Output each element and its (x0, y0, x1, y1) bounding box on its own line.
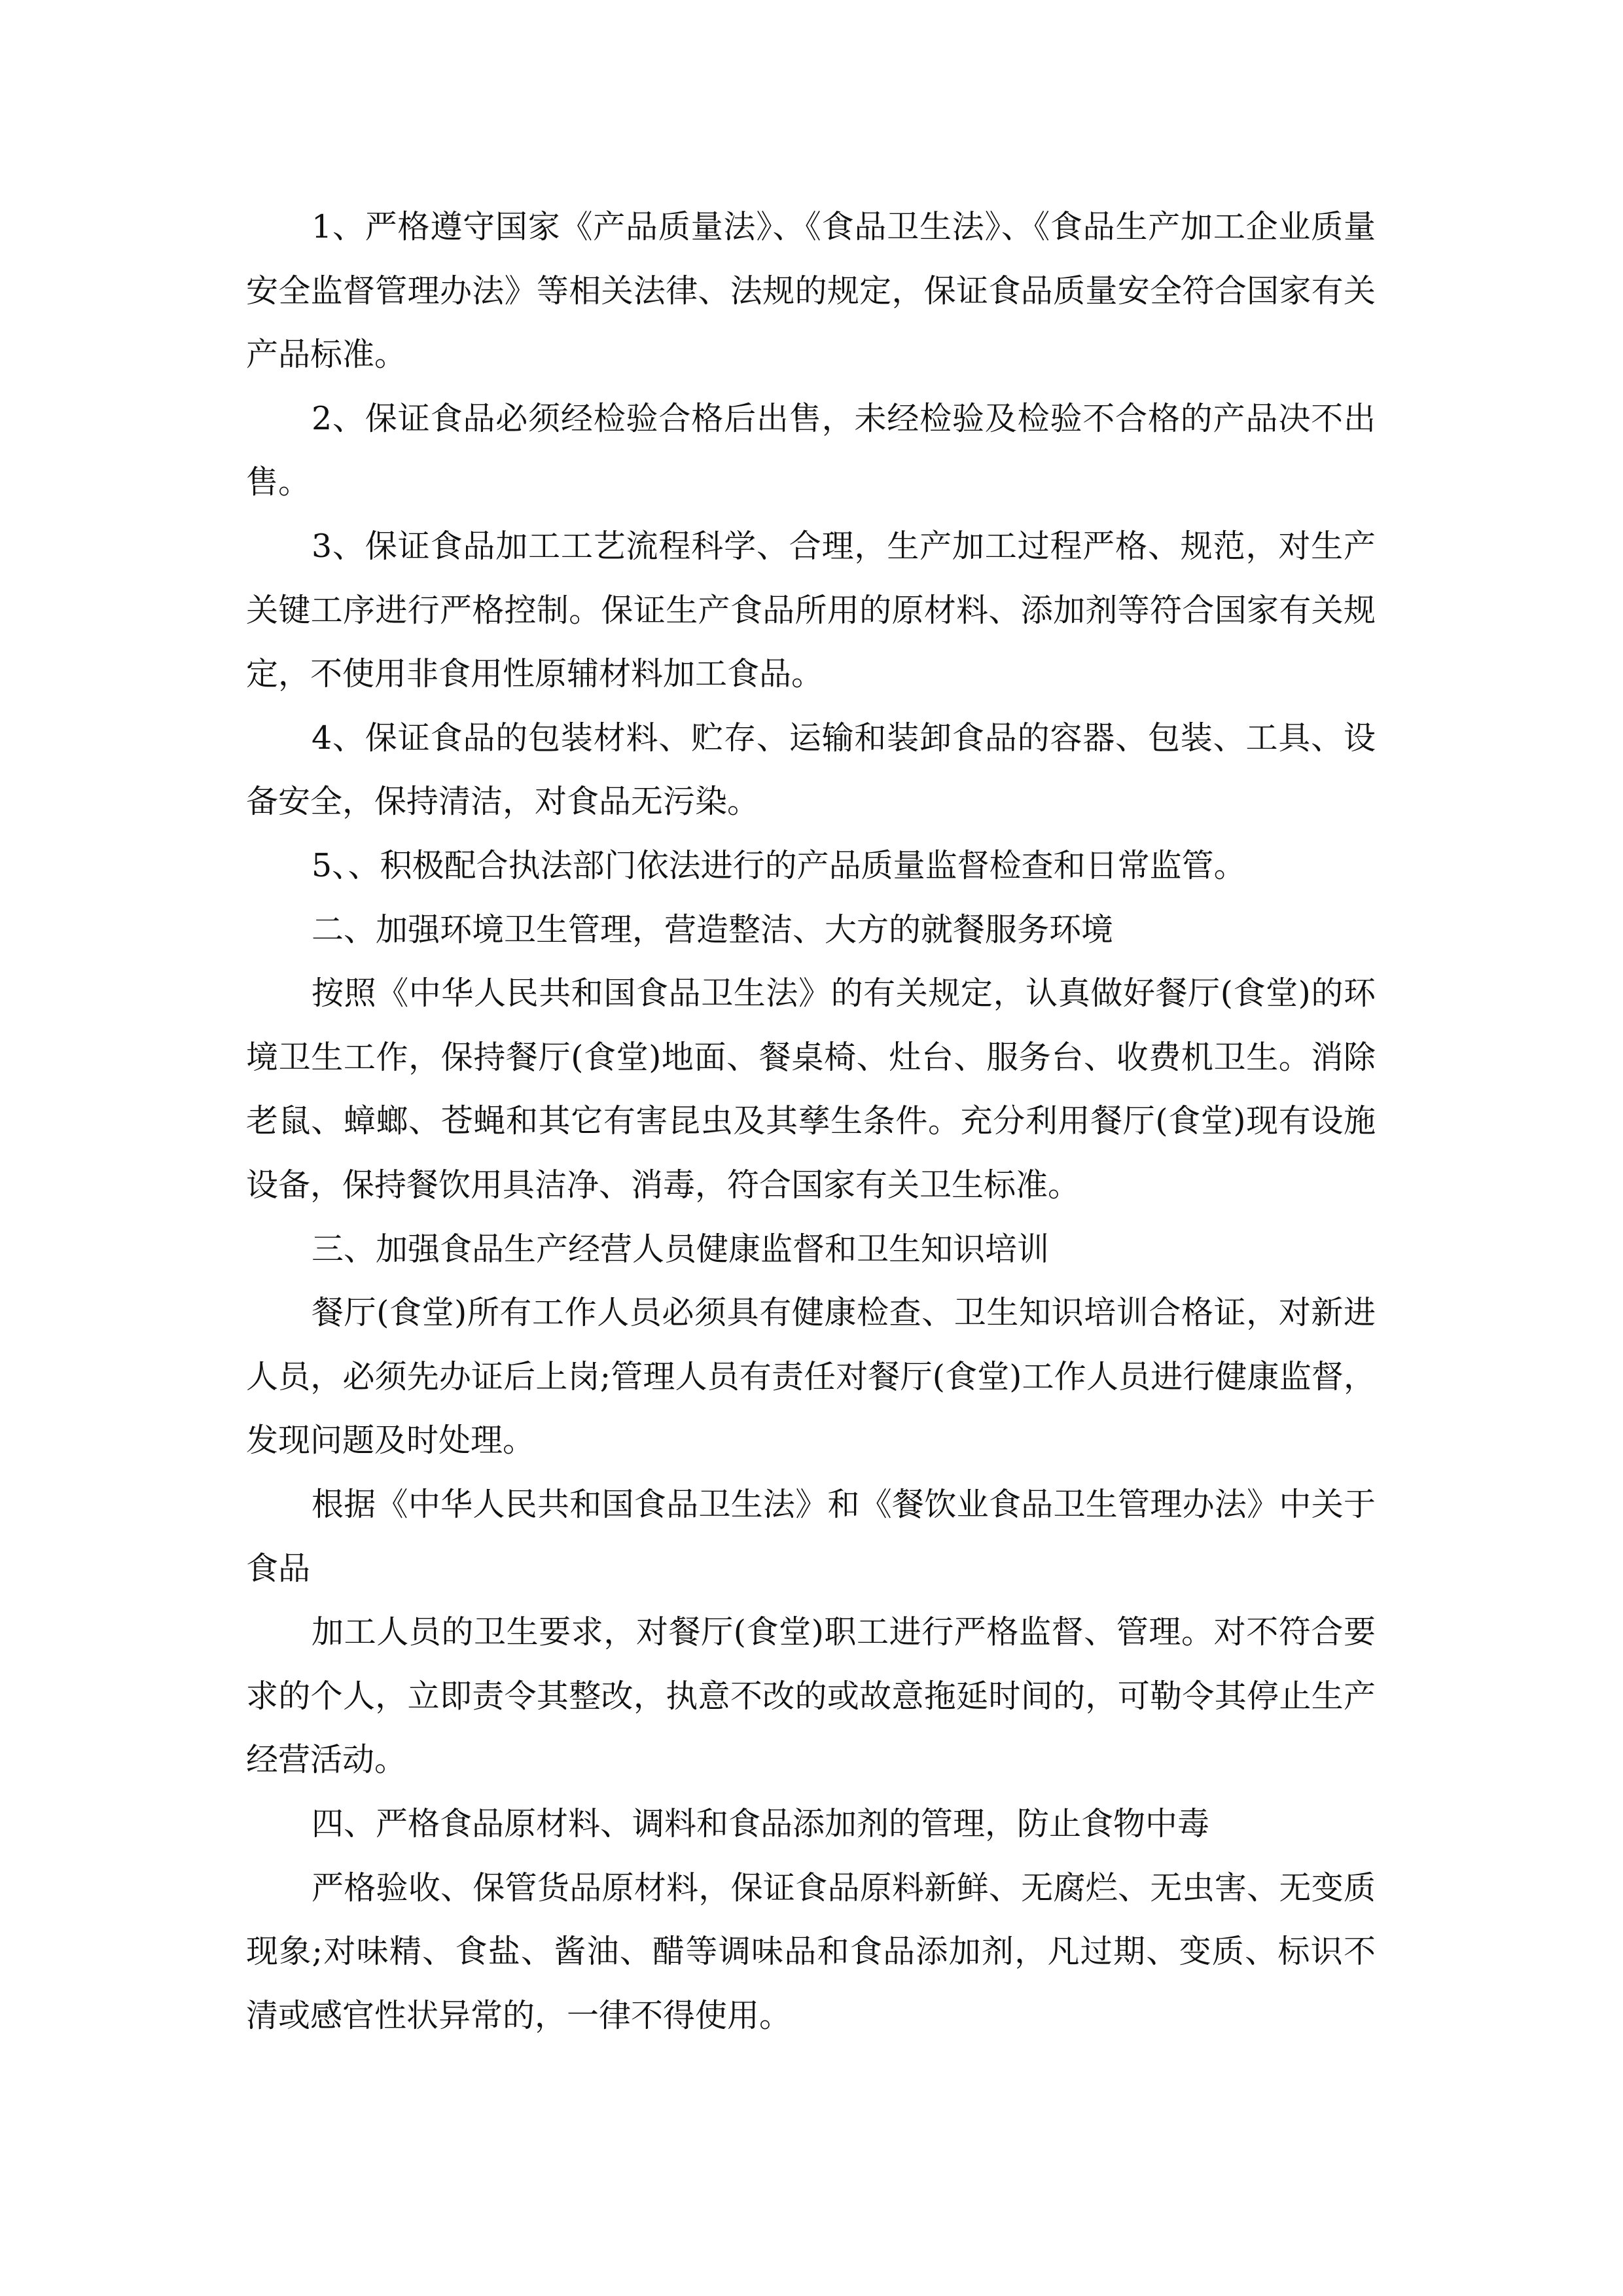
paragraph-2-line: 售。 (246, 463, 311, 501)
paragraph-7-line: 设备，保持餐饮用具洁净、消毒，符合国家有关卫生标准。 (246, 1166, 1080, 1204)
paragraph-11-line: 求的个人，立即责令其整改，执意不改的或故意拖延时间的，可勒令其停止生产 (246, 1677, 1376, 1715)
paragraph-8-line: 三、加强食品生产经营人员健康监督和卫生知识培训 (312, 1230, 1050, 1268)
paragraph-2-line: 2、保证食品必须经检验合格后出售，未经检验及检验不合格的产品决不出 (312, 400, 1376, 437)
paragraph-1-line: 安全监督管理办法》等相关法律、法规的规定，保证食品质量安全符合国家有关 (246, 272, 1376, 310)
paragraph-9-line: 发现问题及时处理。 (246, 1422, 535, 1459)
paragraph-12-line: 四、严格食品原材料、调料和食品添加剂的管理，防止食物中毒 (312, 1805, 1210, 1842)
paragraph-7-line: 按照《中华人民共和国食品卫生法》的有关规定，认真做好餐厅(食堂)的环 (312, 975, 1376, 1012)
paragraph-4-line: 4、保证食品的包装材料、贮存、运输和装卸食品的容器、包装、工具、设 (312, 719, 1376, 757)
paragraph-1-line: 产品标准。 (246, 336, 407, 373)
paragraph-7-line: 境卫生工作，保持餐厅(食堂)地面、餐桌椅、灶台、服务台、收费机卫生。消除 (246, 1039, 1376, 1076)
paragraph-1-line: 1、严格遵守国家《产品质量法》、《食品卫生法》、《食品生产加工企业质量 (312, 208, 1376, 245)
paragraph-9-line: 人员，必须先办证后上岗;管理人员有责任对餐厅(食堂)工作人员进行健康监督， (246, 1358, 1376, 1395)
paragraph-11-line: 经营活动。 (246, 1741, 407, 1778)
paragraph-11-line: 加工人员的卫生要求，对餐厅(食堂)职工进行严格监督、管理。对不符合要 (312, 1613, 1376, 1651)
paragraph-3-line: 定，不使用非食用性原辅材料加工食品。 (246, 655, 824, 692)
paragraph-13-line: 严格验收、保管货品原材料，保证食品原料新鲜、无腐烂、无虫害、无变质 (312, 1869, 1376, 1907)
paragraph-3-line: 关键工序进行严格控制。保证生产食品所用的原材料、添加剂等符合国家有关规 (246, 592, 1376, 629)
paragraph-4-line: 备安全，保持清洁，对食品无污染。 (246, 783, 760, 820)
paragraph-5-line: 5、、积极配合执法部门依法进行的产品质量监督检查和日常监管。 (312, 847, 1246, 884)
paragraph-3-line: 3、保证食品加工工艺流程科学、合理，生产加工过程严格、规范，对生产 (312, 528, 1376, 565)
paragraph-9-line: 餐厅(食堂)所有工作人员必须具有健康检查、卫生知识培训合格证，对新进 (312, 1294, 1376, 1331)
paragraph-10-line: 食品 (246, 1550, 311, 1587)
paragraph-7-line: 老鼠、蟑螂、苍蝇和其它有害昆虫及其孳生条件。充分利用餐厅(食堂)现有设施 (246, 1102, 1376, 1139)
paragraph-13-line: 清或感官性状异常的，一律不得使用。 (246, 1997, 792, 2034)
paragraph-10-line: 根据《中华人民共和国食品卫生法》和《餐饮业食品卫生管理办法》中关于 (312, 1486, 1376, 1523)
paragraph-13-line: 现象;对味精、食盐、酱油、醋等调味品和食品添加剂，凡过期、变质、标识不 (246, 1933, 1376, 1970)
paragraph-6-line: 二、加强环境卫生管理，营造整洁、大方的就餐服务环境 (312, 911, 1114, 948)
